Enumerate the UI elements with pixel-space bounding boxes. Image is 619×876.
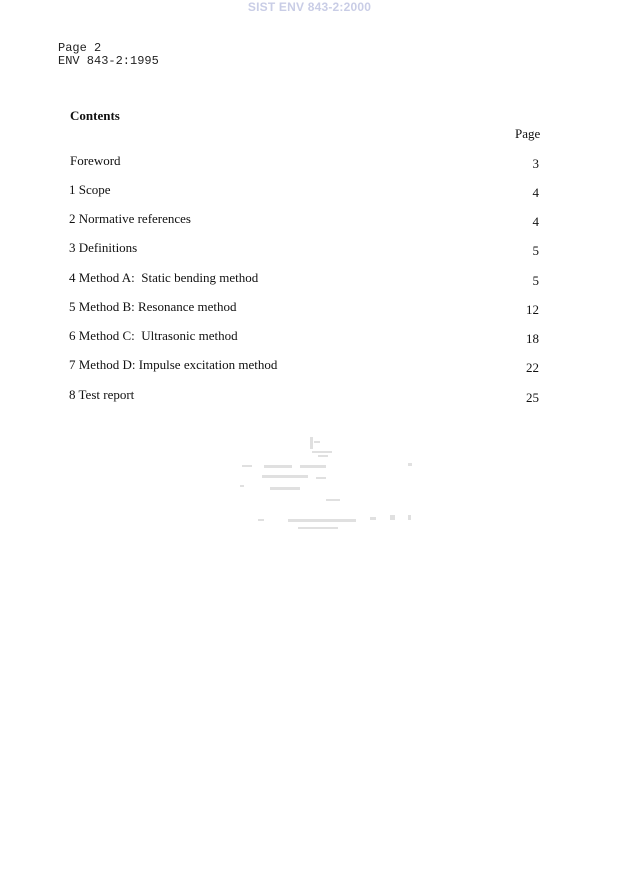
- toc-entry-page: 25: [526, 390, 539, 405]
- toc-entry: [0, 328, 619, 346]
- toc-entry: [0, 270, 619, 288]
- toc-entry-label: 8 Test report: [69, 387, 135, 402]
- toc-entry: [0, 357, 619, 375]
- toc-entry-page: 4: [532, 214, 539, 229]
- toc-entry: [0, 299, 619, 317]
- toc-entry-label: 4 Method A: Static bending method: [69, 270, 259, 285]
- toc-entry-page: 5: [532, 273, 539, 288]
- toc-entry-label: 1 Scope: [69, 182, 111, 197]
- toc-entry-page: 22: [526, 360, 539, 375]
- toc-entry-page: 12: [526, 302, 539, 317]
- toc-entry-label: 3 Definitions: [69, 240, 138, 255]
- toc-entry-page: 5: [532, 243, 539, 258]
- page-number-line: Page 2: [58, 41, 102, 55]
- toc-entry-label: 6 Method C: Ultrasonic method: [69, 328, 238, 343]
- watermark: SIST ENV 843-2:2000: [247, 0, 372, 14]
- toc-entry-label: Foreword: [70, 153, 121, 168]
- toc-entry: [0, 211, 619, 229]
- toc-entry-page: 4: [532, 185, 539, 200]
- toc-entry: [0, 387, 619, 405]
- page-column-label: Page: [515, 126, 541, 141]
- toc-entry-label: 2 Normative references: [69, 211, 191, 226]
- toc-entry-label: 5 Method B: Resonance method: [69, 299, 237, 314]
- toc-entry: [0, 153, 619, 171]
- toc-entry: [0, 240, 619, 258]
- toc-entry-page: 3: [532, 156, 539, 171]
- toc-entry-page: 18: [526, 331, 539, 346]
- contents-heading: Contents: [70, 108, 120, 123]
- standard-id-line: ENV 843-2:1995: [58, 54, 159, 68]
- toc-entry: [0, 182, 619, 200]
- faded-stamp-mark: [240, 435, 420, 535]
- page-header: [58, 42, 159, 68]
- toc-entry-label: 7 Method D: Impulse excitation method: [69, 357, 278, 372]
